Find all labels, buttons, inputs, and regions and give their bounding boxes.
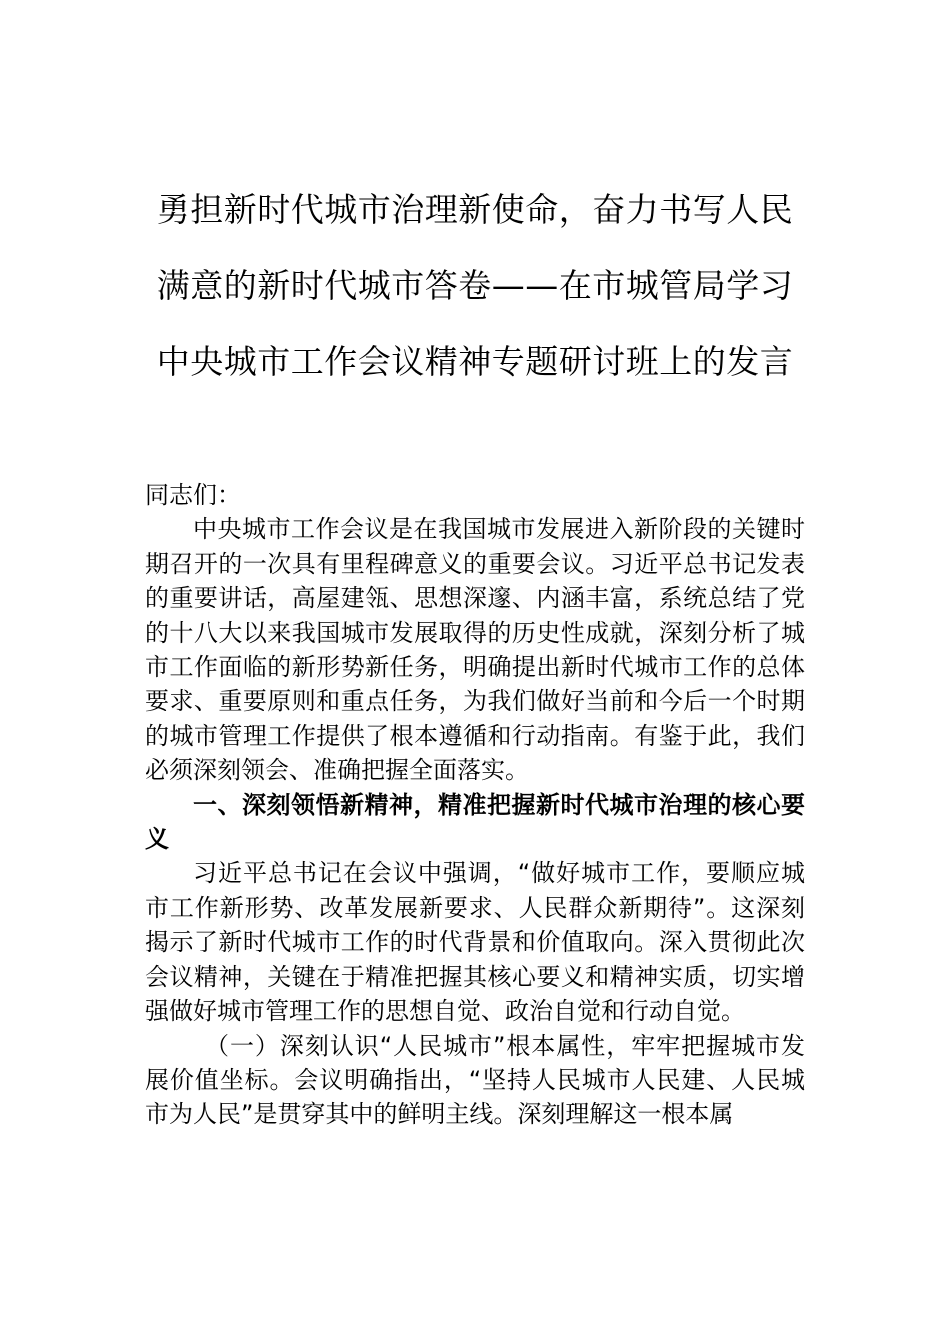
subsection-1-paragraph: （一）深刻认识“人民城市”根本属性，牢牢把握城市发展价值坐标。会议明确指出，“坚持人民城市人民建、人民城市为人民”是贯穿其中的鲜明主线。深刻理解这一根本属 bbox=[145, 1031, 805, 1129]
section-heading-1: 一、深刻领悟新精神，精准把握新时代城市治理的核心要义 bbox=[145, 790, 805, 854]
intro-paragraph: 中央城市工作会议是在我国城市发展进入新阶段的关键时期召开的一次具有里程碑意义的重要会议。习近平总书记发表的重要讲话，高屋建瓴、思想深邃、内涵丰富，系统总结了党的十八大以来我国城市发展取得的历史性成就，深刻分析了城市工作面临的新形势新任务，明确提出新时代城市工作的总体要求、重要原则和重点任务，为我们做好当前和今后一个时期的城市管理工作提供了根本遵循和行动指南。有鉴于此，我们必须深刻领会、准确把握全面落实。 bbox=[145, 515, 805, 785]
salutation: 同志们： bbox=[145, 481, 241, 509]
document-title: 勇担新时代城市治理新使命，奋力书写人民满意的新时代城市答卷——在市城管局学习中央城市工作会议精神专题研讨班上的发言 bbox=[156, 190, 794, 381]
section-1-paragraph: 习近平总书记在会议中强调，“做好城市工作，要顺应城市工作新形势、改革发展新要求、人民群众新期待”。这深刻揭示了新时代城市工作的时代背景和价值取向。深入贯彻此次会议精神，关键在于精准把握其核心要义和精神实质，切实增强做好城市管理工作的思想自觉、政治自觉和行动自觉。 bbox=[145, 859, 805, 1026]
document-body bbox=[145, 478, 805, 1132]
